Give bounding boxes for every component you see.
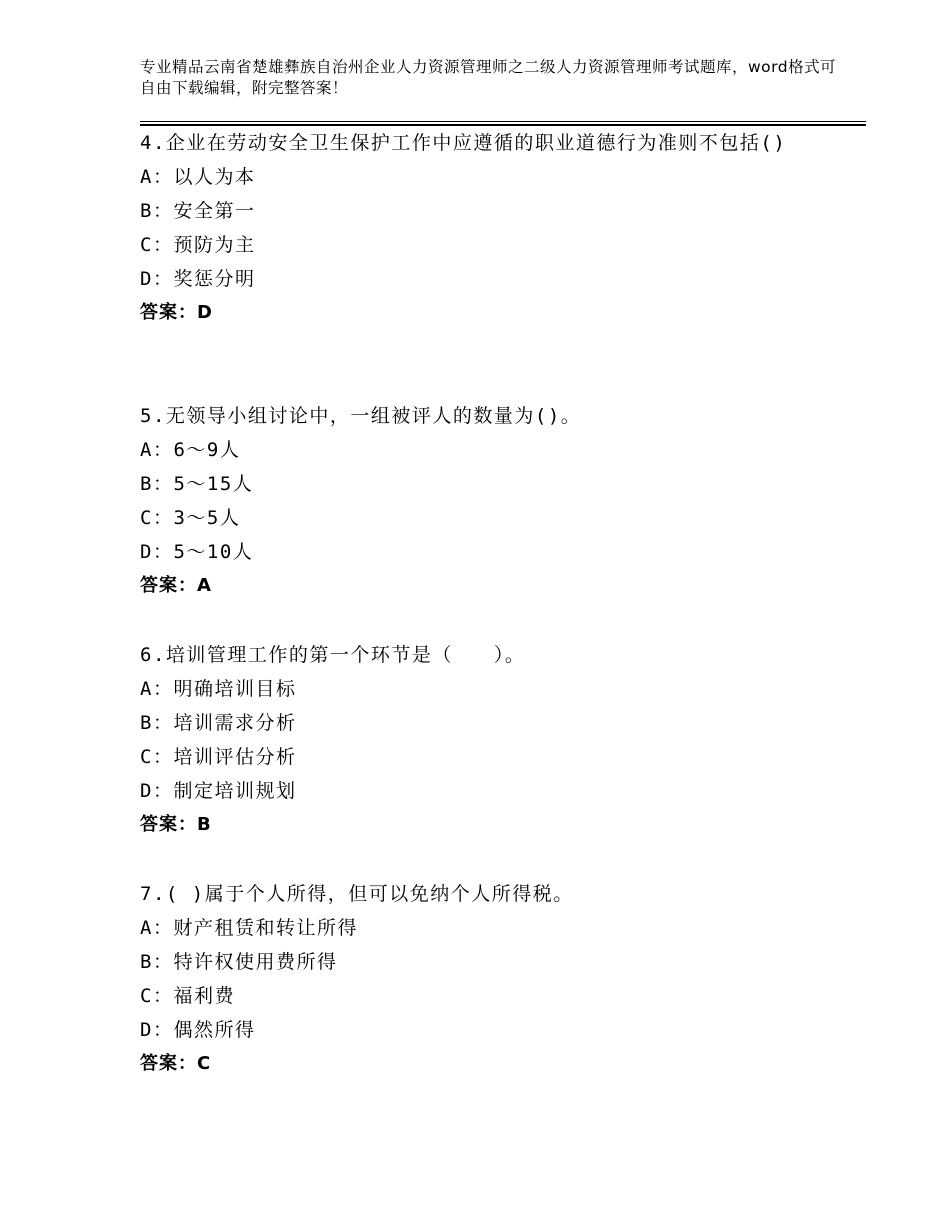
- question-stem: 5.无领导小组讨论中，一组被评人的数量为()。: [140, 405, 582, 427]
- option-c: C：预防为主: [140, 234, 256, 256]
- answer: 答案：A: [140, 575, 212, 596]
- option-a: A：以人为本: [140, 166, 256, 188]
- question-4: [140, 126, 820, 330]
- answer: 答案：C: [140, 1053, 212, 1074]
- option-c: C：培训评估分析: [140, 746, 297, 768]
- question-6: [140, 638, 820, 842]
- option-b: B：5～15人: [140, 473, 254, 495]
- question-7: [140, 877, 820, 1081]
- option-b: B：安全第一: [140, 200, 256, 222]
- question-5: [140, 399, 820, 603]
- option-c: C：3～5人: [140, 507, 241, 529]
- option-d: D：制定培训规划: [140, 780, 297, 802]
- option-a: A：6～9人: [140, 439, 241, 461]
- option-d: D：偶然所得: [140, 1019, 256, 1041]
- option-c: C：福利费: [140, 985, 235, 1007]
- question-stem: 7.( )属于个人所得，但可以免纳个人所得税。: [140, 883, 574, 905]
- option-a: A：明确培训目标: [140, 678, 297, 700]
- option-b: B：特许权使用费所得: [140, 951, 338, 973]
- question-stem: 4.企业在劳动安全卫生保护工作中应遵循的职业道德行为准则不包括(): [140, 132, 787, 154]
- option-d: D：5～10人: [140, 541, 254, 563]
- option-d: D：奖惩分明: [140, 268, 256, 290]
- answer: 答案：B: [140, 814, 212, 835]
- document-header: 专业精品云南省楚雄彝族自治州企业人力资源管理师之二级人力资源管理师考试题库，word格式可自由下载编辑，附完整答案！: [140, 58, 837, 97]
- answer: 答案：D: [140, 302, 213, 323]
- question-stem: 6.培训管理工作的第一个环节是（ ）。: [140, 644, 526, 666]
- option-b: B：培训需求分析: [140, 712, 297, 734]
- option-a: A：财产租赁和转让所得: [140, 917, 358, 939]
